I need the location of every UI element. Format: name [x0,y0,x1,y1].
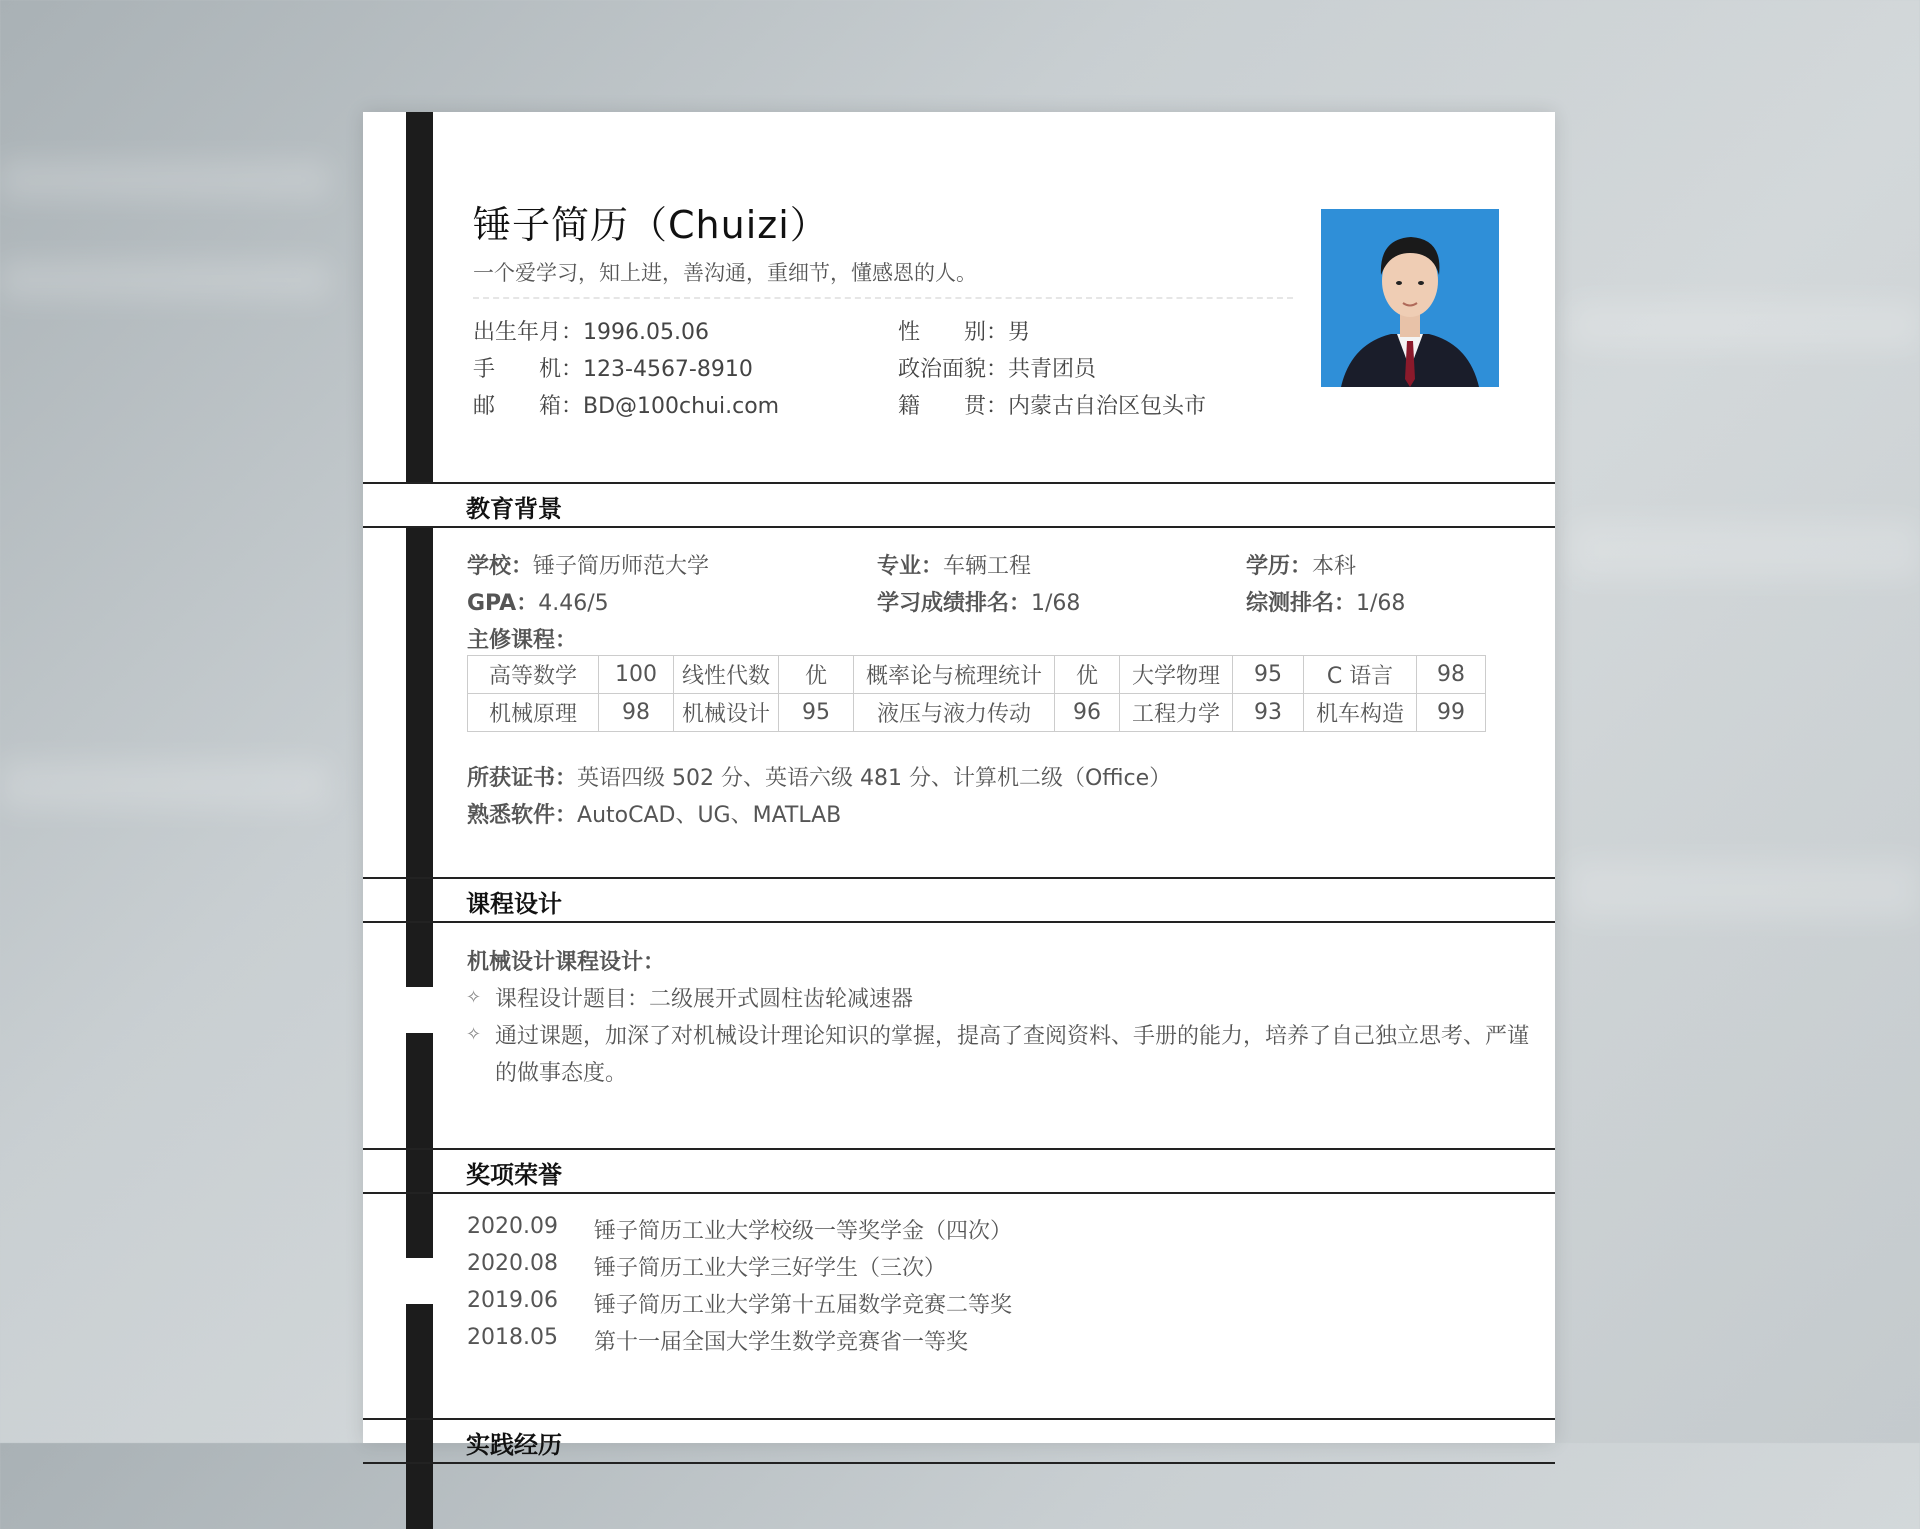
award-date: 2019.06 [467,1288,558,1313]
header-divider [473,297,1293,299]
background-light-stripe [1570,300,1920,350]
course-score: 98 [1417,656,1486,694]
award-date: 2018.05 [467,1325,558,1350]
field-label: 综测排名： [1246,591,1357,616]
award-text: 锤子简历工业大学校级一等奖学金（四次） [594,1219,1013,1244]
info-value: 共青团员 [1008,357,1097,382]
side-bar [406,112,433,482]
course-score: 98 [599,694,674,732]
course-score: 95 [1233,656,1304,694]
field-label: 学校： [467,554,534,579]
course-name: 液压与液力传动 [854,694,1055,732]
section-title: 实践经历 [466,1431,562,1459]
info-label: 籍 贯： [898,394,1009,419]
info-label: 政治面貌： [898,357,1009,382]
info-gender [898,315,1030,346]
edu-gpa [467,586,609,617]
course-design-subtitle [467,945,665,976]
course-score: 99 [1417,694,1486,732]
section-header-education [363,482,1555,528]
section-title: 教育背景 [466,495,562,523]
field-value: 车辆工程 [943,554,1032,579]
course-name: C 语言 [1304,656,1417,694]
field-label: GPA： [467,591,539,616]
course-score: 100 [599,656,674,694]
info-value: BD@100chui.com [583,394,780,419]
edu-courses-label [467,623,577,654]
course-score: 95 [779,694,854,732]
field-value: 锤子简历师范大学 [533,554,710,579]
field-label: 熟悉软件： [467,803,578,828]
field-value: 4.46/5 [538,591,609,616]
courses-table [467,655,1486,732]
edu-software [467,798,841,829]
course-score: 96 [1055,694,1120,732]
bullet-icon: ✧ [466,1024,482,1045]
resume-name: 锤子简历（Chuizi） [473,203,829,247]
course-design-item: 课程设计题目：二级展开式圆柱齿轮减速器 [495,987,914,1012]
info-label: 手 机： [473,357,584,382]
edu-certificates [467,761,1171,792]
edu-degree [1246,549,1356,580]
table-row [468,656,1486,694]
info-value: 1996.05.06 [583,320,709,345]
info-value: 123-4567-8910 [583,357,753,382]
background-light-stripe [1570,520,1920,580]
field-label: 学历： [1246,554,1313,579]
background-light-stripe [0,760,330,810]
edu-rank [877,586,1080,617]
field-label: 专业： [877,554,944,579]
award-text: 第十一届全国大学生数学竞赛省一等奖 [594,1330,969,1355]
course-score: 优 [779,656,854,694]
award-date: 2020.09 [467,1214,558,1239]
edu-overall-rank [1246,586,1405,617]
course-name: 机械原理 [468,694,599,732]
info-phone [473,352,753,383]
info-political [898,352,1096,383]
course-name: 机车构造 [1304,694,1417,732]
info-email [473,389,779,420]
table-row [468,694,1486,732]
info-value: 内蒙古自治区包头市 [1008,394,1207,419]
field-label: 机械设计课程设计： [467,950,666,975]
course-name: 概率论与梳理统计 [854,656,1055,694]
section-header-practice [363,1418,1555,1464]
field-value: 英语四级 502 分、英语六级 481 分、计算机二级（Office） [577,766,1172,791]
info-label: 性 别： [898,320,1009,345]
section-title: 奖项荣誉 [466,1161,562,1189]
background-light-stripe [0,260,330,300]
field-value: 1/68 [1031,591,1081,616]
side-bar [406,1304,433,1529]
course-score: 93 [1233,694,1304,732]
background-light-stripe [1570,860,1920,920]
portrait-photo [1321,209,1499,387]
award-text: 锤子简历工业大学第十五届数学竞赛二等奖 [594,1293,1013,1318]
info-value: 男 [1008,320,1031,345]
resume-motto: 一个爱学习，知上进，善沟通，重细节，懂感恩的人。 [473,261,977,285]
field-label: 学习成绩排名： [877,591,1032,616]
field-value: 1/68 [1356,591,1406,616]
field-value: 本科 [1312,554,1357,579]
info-birth [473,315,709,346]
course-name: 工程力学 [1120,694,1233,732]
course-design-item: 通过课题，加深了对机械设计理论知识的掌握，提高了查阅资料、手册的能力，培养了自己独立思考、严谨 [495,1024,1530,1049]
award-text: 锤子简历工业大学三好学生（三次） [594,1256,947,1281]
side-bar [406,1033,433,1258]
field-value: AutoCAD、UG、MATLAB [577,803,842,828]
field-label: 主修课程： [467,628,578,653]
section-title: 课程设计 [466,890,562,918]
avatar [1321,209,1499,387]
award-date: 2020.08 [467,1251,558,1276]
edu-school [467,549,709,580]
course-name: 高等数学 [468,656,599,694]
course-score: 优 [1055,656,1120,694]
info-label: 邮 箱： [473,394,584,419]
info-hometown [898,389,1206,420]
course-name: 机械设计 [674,694,779,732]
resume-page [363,112,1555,1459]
info-label: 出生年月： [473,320,584,345]
field-label: 所获证书： [467,766,578,791]
section-header-course-design [363,877,1555,923]
edu-major [877,549,1031,580]
background-light-stripe [0,160,330,200]
course-design-item: 的做事态度。 [495,1061,628,1086]
bullet-icon: ✧ [466,987,482,1008]
section-header-awards [363,1148,1555,1194]
course-name: 大学物理 [1120,656,1233,694]
course-name: 线性代数 [674,656,779,694]
